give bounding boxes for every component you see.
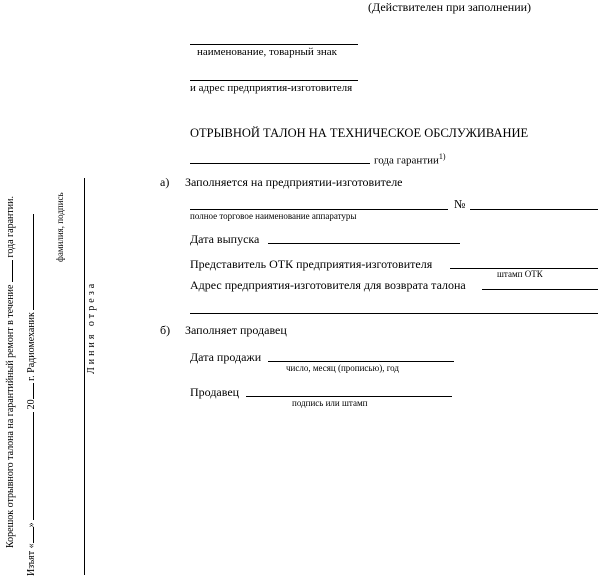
stub-signature-line[interactable] [24,214,34,310]
stub-text-line1: Корешок отрывного талона на гарантийный ремонт в течение года гарантии. [5,196,16,548]
device-caption: полное торговое наименование аппаратуры [190,211,357,221]
return-address-line-1[interactable] [482,289,598,290]
device-name-line[interactable] [190,209,448,210]
maker-address-line[interactable] [190,80,358,81]
maker-name-caption: наименование, товарный знак [197,46,337,58]
footnote-mark: 1) [438,152,446,161]
otk-label: Представитель ОТК предприятия-изготовителя [190,257,433,271]
release-date-line[interactable] [268,243,460,244]
cut-line-label: Линия отреза [86,280,97,374]
warranty-year-label: года гарантии$^{1)}$ [374,152,446,167]
release-date-label: Дата выпуска [190,232,260,246]
return-address-line-2[interactable] [190,313,598,314]
stub-signature-caption: фамилия, подпись [55,192,65,262]
warranty-year-line[interactable] [190,163,370,164]
stub-text-line2: Изъят «» 20 г. Радиомеханик [24,214,38,576]
stub-day-line[interactable] [24,527,34,543]
maker-name-line[interactable] [190,44,358,45]
stub-year-line[interactable] [24,383,34,399]
cut-line [84,178,85,575]
number-label: № [454,197,466,211]
maker-address-caption: и адрес предприятия-изготовителя [190,82,353,94]
stub-warranty-years-line[interactable] [3,260,13,282]
section-b-heading: Заполняет продавец [185,323,287,337]
device-number-line[interactable] [470,209,598,210]
sale-date-label: Дата продажи [190,350,262,364]
sale-date-line[interactable] [268,361,454,362]
validity-note: (Действителен при заполнении) [368,0,532,14]
coupon-title: ОТРЫВНОЙ ТАЛОН НА ТЕХНИЧЕСКОЕ ОБСЛУЖИВАНИЕ [190,126,529,140]
section-b-marker: б) [160,323,171,337]
return-address-label: Адрес предприятия-изготовителя для возврата талона [190,278,466,292]
section-a-heading: Заполняется на предприятии-изготовителе [185,175,403,189]
section-a-marker: а) [160,175,170,189]
otk-caption: штамп ОТК [497,269,543,279]
seller-caption: подпись или штамп [292,398,368,408]
seller-line[interactable] [246,396,452,397]
stub-month-line[interactable] [24,412,34,520]
sale-date-caption: число, месяц (прописью), год [286,363,399,373]
seller-label: Продавец [190,385,240,399]
